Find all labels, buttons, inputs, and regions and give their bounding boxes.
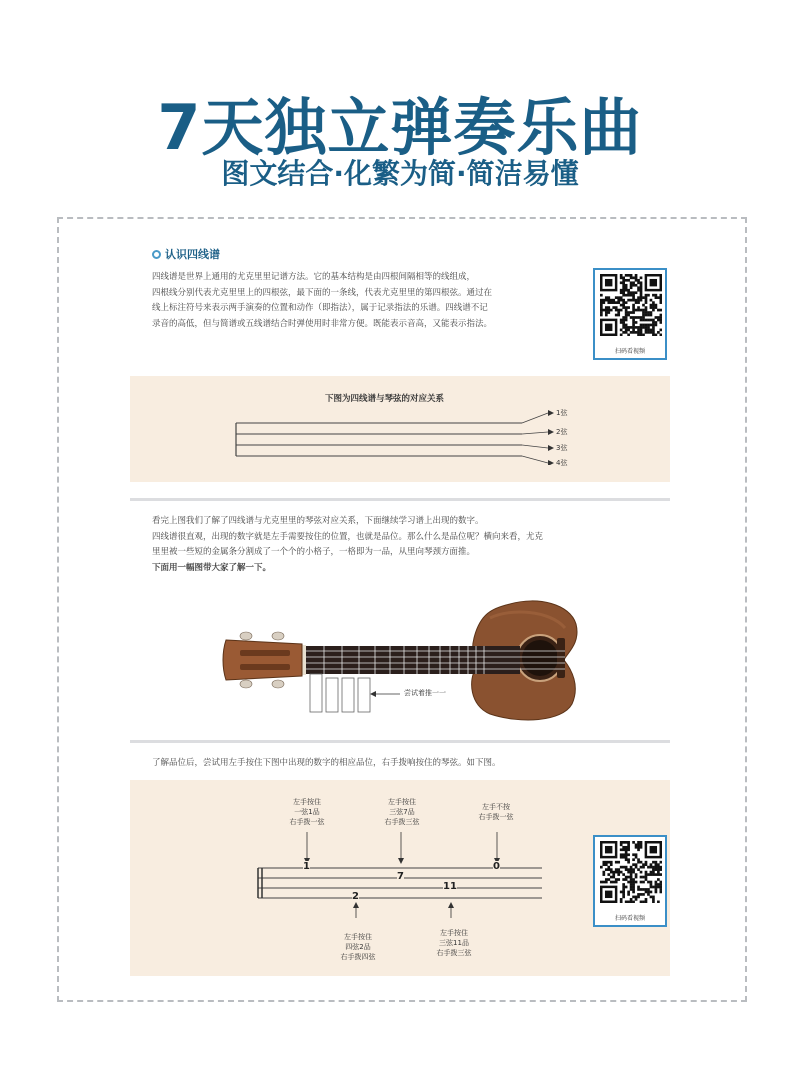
annotation-top: 左手按住 一弦1品 右手拨一弦 [289,798,325,826]
tab-note: 7 [397,871,404,882]
divider [130,740,670,743]
qr-code-icon [600,274,662,336]
text-line: 看完上图我们了解了四线谱与尤克里里的琴弦对应关系，下面继续学习谱上出现的数字。 [152,516,484,526]
annotation-top: 左手按住 三弦7品 右手拨三弦 [384,798,420,826]
ukulele-illustration [220,598,590,723]
tab-staff-diagram [230,405,570,465]
text-line: 四线谱是世界上通用的尤克里里记谱方法。它的基本结构是由四根间隔相等的线组成， [152,272,476,282]
qr-code-box[interactable] [593,268,667,360]
text-line: 了解品位后，尝试用左手按住下图中出现的数字的相应品位，右手拨响按住的琴弦。如下图。 [152,758,501,768]
tab-note: 0 [493,861,500,872]
circle-bullet-icon [152,250,161,259]
string-label: 1弦 [556,409,568,417]
panel-title: 下图为四线谱与琴弦的对应关系 [325,394,445,404]
annotation-bottom: 左手按住 三弦11品 右手拨三弦 [436,929,472,957]
text-line: 录音的高低，但与简谱或五线谱结合时弹使用时非常方便。既能表示音高，又能表示指法。 [152,318,493,329]
qr-caption: 扫码看视频 [614,348,645,355]
text-line: 下面用一幅图带大家了解一下。 [152,562,272,573]
intro-paragraph [152,270,582,332]
qr-code-box[interactable] [593,835,667,927]
practice-paragraph [152,756,672,772]
string-label: 4弦 [556,459,568,467]
qr-code-icon [600,841,662,903]
string-label: 3弦 [556,444,568,452]
fret-paragraph [152,514,672,576]
ukulele-label: 尝试着推一一 [404,689,446,697]
section-heading [152,246,220,262]
qr-caption: 扫码看视频 [614,915,645,922]
annotation-bottom: 左手按住 四弦2品 右手拨四弦 [340,933,376,961]
section-heading-text: 认识四线谱 [165,248,220,261]
tab-note: 11 [443,881,457,892]
tab-note: 2 [352,891,359,902]
text-line: 四根线分别代表尤克里里上的四根弦，最下面的一条线，代表尤克里里的第四根弦。通过在 [152,287,493,298]
string-label: 2弦 [556,428,568,436]
divider [130,498,670,501]
page-title: 7天独立弹奏乐曲 [157,91,643,164]
annotation-top: 左手不按 右手拨一弦 [478,803,514,821]
tab-note: 1 [303,861,310,872]
text-line: 线上标注符号来表示两手演奏的位置和动作（即指法），属于记录指法的乐谱。四线谱不记 [152,303,488,313]
text-line: 里里被一些短的金属条分割成了一个个的小格子，一格即为一品，从里向琴颈方面推。 [152,547,476,557]
text-line: 四线谱很直观，出现的数字就是左手需要按住的位置，也就是品位。那么什么是品位呢？横向来看，尤克 [152,531,544,542]
page-subtitle: 图文结合·化繁为简·简洁易懂 [221,157,579,190]
